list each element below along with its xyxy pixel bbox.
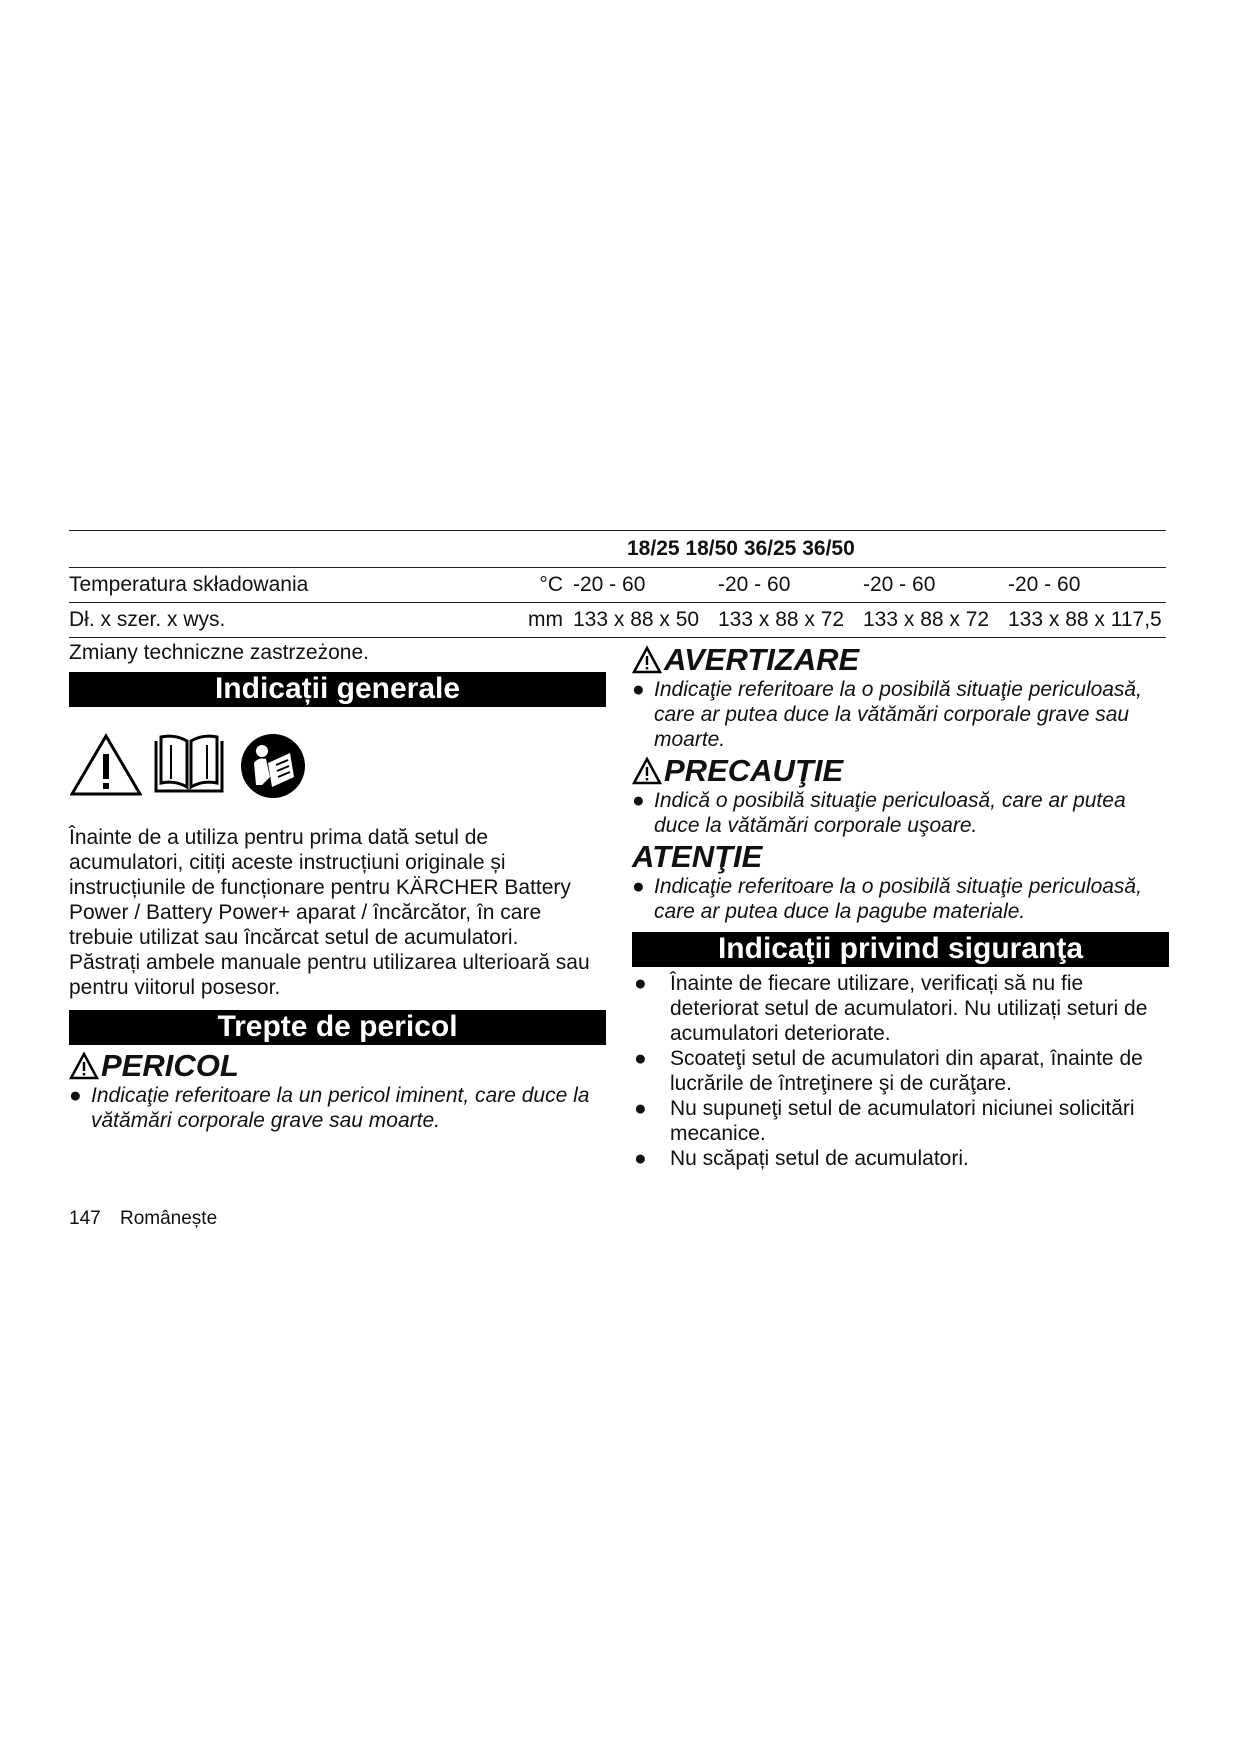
row-value: -20 - 60 [718, 573, 791, 596]
list-item: ● Nu supuneţi setul de acumulatori niciunei solicitări mecanice. [634, 1097, 1135, 1145]
caution-title: PRECAUŢIE [632, 754, 1169, 788]
safety-list [632, 971, 1169, 1171]
row-value: -20 - 60 [863, 573, 936, 596]
language-label: Românește [119, 1208, 218, 1229]
page-footer [69, 1208, 231, 1230]
warning-title: AVERTIZARE [632, 643, 1169, 677]
intro-paragraph: Înainte de a utiliza pentru prima dată setul de acumulatori, citiți aceste instrucțiuni originale și instrucțiunile de funcționare pentru KÄRCHER Battery Power / Battery Power+ aparat / încărcător, în care trebuie utilizat sau încărcat setul de acumulatori. [69, 826, 571, 949]
list-item: ● Înainte de fiecare utilizare, verificați să nu fie deteriorat setul de acumulatori. Nu utilizați seturi de acumulatori deteriorate. [634, 972, 1148, 1045]
manual-book-icon [151, 733, 227, 797]
model-header: 18/50 [685, 537, 738, 560]
table-header-row [69, 531, 1166, 568]
list-item: ● Nu scăpați setul de acumulatori. [634, 1147, 969, 1170]
row-value: -20 - 60 [1008, 573, 1081, 596]
row-label: Dł. x szer. x wys. [69, 608, 226, 631]
warning-triangle-icon [632, 645, 662, 675]
danger-title: PERICOL [69, 1049, 606, 1083]
warning-triangle-icon [632, 756, 662, 786]
row-value: -20 - 60 [573, 573, 646, 596]
row-value: 133 x 88 x 50 [573, 608, 700, 631]
row-label: Temperatura składowania [69, 573, 309, 596]
model-header: 36/25 [743, 537, 797, 560]
row-value: 133 x 88 x 72 [718, 608, 845, 631]
page-number: 147 [69, 1208, 101, 1229]
left-column [69, 640, 606, 1133]
model-header: 18/25 [627, 537, 680, 560]
row-unit: mm [528, 608, 563, 631]
spec-table [69, 530, 1166, 638]
attention-title: ATENŢIE [632, 839, 763, 874]
keep-manuals-paragraph: Păstrați ambele manuale pentru utilizarea ulterioară sau pentru viitorul posesor. [69, 951, 590, 999]
row-value: 133 x 88 x 72 [863, 608, 990, 631]
row-value: 133 x 88 x 117,5 [1008, 608, 1162, 631]
caution-description: ● Indică o posibilă situaţie periculoasă, care ar putea duce la vătămări corporale uşoare. [632, 789, 1126, 837]
list-item: ● Scoateţi setul de acumulatori din aparat, înainte de lucrările de întreţinere şi de curăţare. [634, 1047, 1143, 1095]
right-column [632, 643, 1169, 1171]
warning-triangle-icon [69, 1051, 99, 1081]
table-row [69, 603, 1166, 638]
hazard-levels-heading: Trepte de pericol [69, 1010, 606, 1045]
general-heading: Indicații generale [69, 672, 606, 707]
attention-description: ● Indicaţie referitoare la o posibilă situaţie periculoasă, care ar putea duce la pagube materiale. [632, 875, 1142, 923]
danger-description: ● Indicaţie referitoare la un pericol iminent, care duce la vătămări corporale grave sau moarte. [69, 1084, 590, 1132]
read-manual-icon [240, 733, 306, 799]
safety-symbols [69, 713, 606, 833]
warning-triangle-icon [70, 733, 142, 797]
table-row [69, 568, 1166, 603]
model-header: 36/50 [802, 537, 855, 560]
technical-changes-note: Zmiany techniczne zastrzeżone. [69, 641, 369, 664]
safety-heading: Indicaţii privind siguranţa [632, 932, 1169, 967]
row-unit: °C [539, 573, 563, 596]
warning-description: ● Indicaţie referitoare la o posibilă situaţie periculoasă, care ar putea duce la vătămări corporale grave sau moarte. [632, 678, 1142, 751]
